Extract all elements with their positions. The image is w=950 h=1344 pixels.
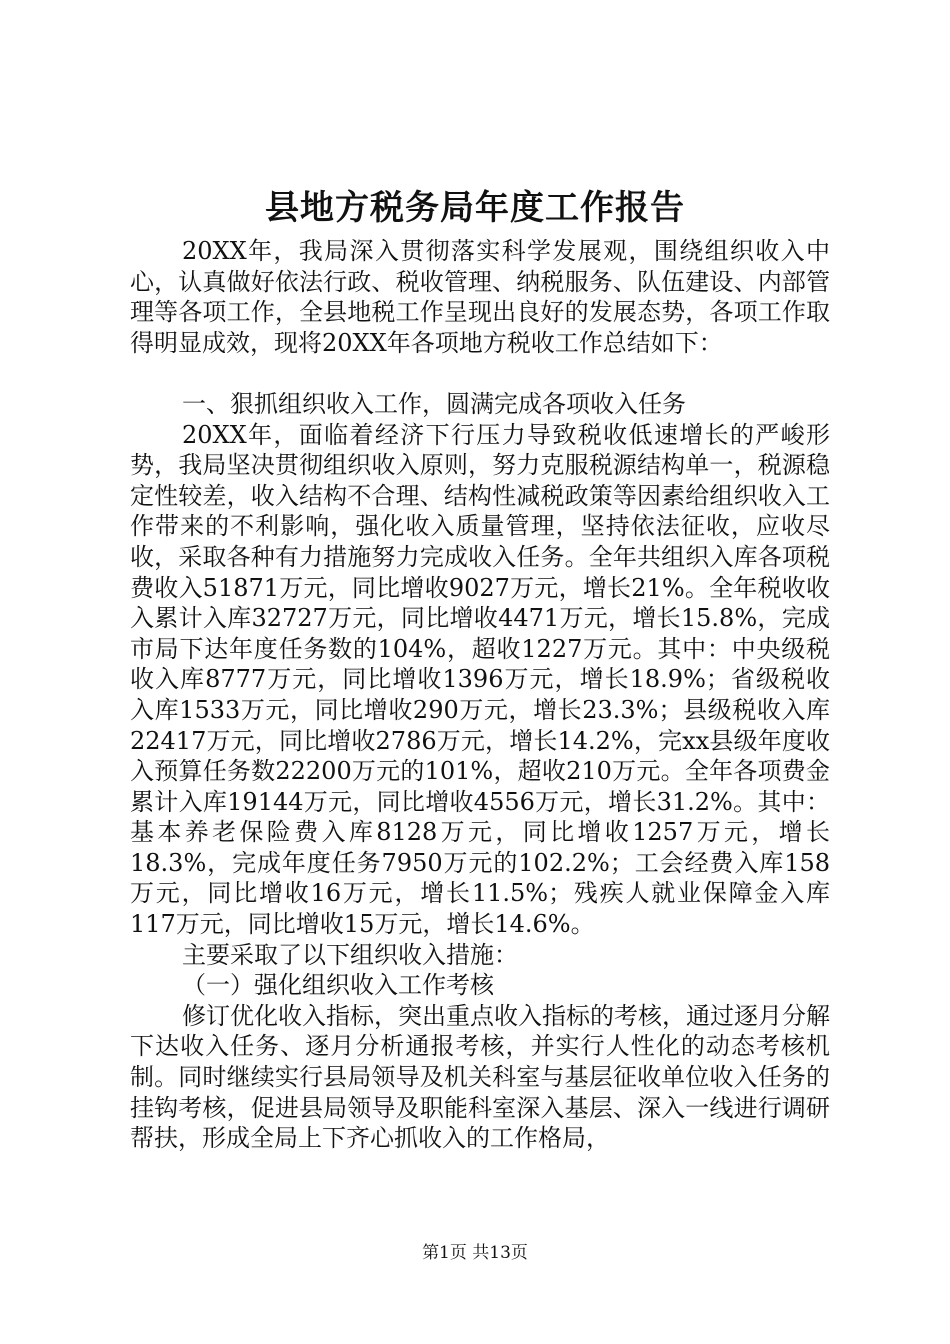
subsection-heading: （一）强化组织收入工作考核 xyxy=(182,971,494,1000)
subsection-paragraph: 修订优化收入指标，突出重点收入指标的考核，通过逐月分解下达收入任务、逐月分析通报考核，并实行人性化的动态考核机制。同时继续实行县局领导及机关科室与基层征收单位收入任务的挂钩考核，促进县局领导及职能科室深入基层、深入一线进行调研帮扶，形成全局上下齐心抓收入的工作格局， xyxy=(130,1001,830,1153)
section-heading: 一、狠抓组织收入工作，圆满完成各项收入任务 xyxy=(182,389,686,418)
page-footer: 第1页 共13页 xyxy=(422,1243,528,1263)
intro-paragraph: 20XX年，我局深入贯彻落实科学发展观，围绕组织收入中心，认真做好依法行政、税收管理、纳税服务、队伍建设、内部管理等各项工作，全县地税工作呈现出良好的发展态势，各项工作取得明显成效，现将20XX年各项地方税收工作总结如下： xyxy=(130,237,830,357)
measures-intro: 主要采取了以下组织收入措施： xyxy=(182,940,518,969)
paragraph-gap xyxy=(130,358,830,389)
document-body xyxy=(130,236,830,1154)
section-paragraph: 20XX年，面临着经济下行压力导致税收低速增长的严峻形势，我局坚决贯彻组织收入原则，努力克服税源结构单一，税源稳定性较差，收入结构不合理、结构性减税政策等因素给组织收入工作带来的不利影响，强化收入质量管理，坚持依法征收，应收尽收，采取各种有力措施努力完成收入任务。全年共组织入库各项税费收入51871万元，同比增收9027万元，增长21%。全年税收收入累计入库32727万元，同比增收4471万元，增长15.8%，完成市局下达年度任务数的104%，超收1227万元。其中：中央级税收入库8777万元，同比增收1396万元，增长18.9%；省级税收入库1533万元，同比增收290万元，增长23.3%；县级税收入库22417万元，同比增收2786万元，增长14.2%，完xx县级年度收入预算任务数22200万元的101%，超收210万元。全年各项费金累计入库19144万元，同比增收4556万元，增长31.2%。其中：基本养老保险费入库8128万元，同比增收1257万元，增长18.3%，完成年度任务7950万元的102.2%；工会经费入库158万元，同比增收16万元，增长11.5%；残疾人就业保障金入库117万元，同比增收15万元，增长14.6%。 xyxy=(130,420,830,939)
document-title: 县地方税务局年度工作报告 xyxy=(265,188,685,228)
